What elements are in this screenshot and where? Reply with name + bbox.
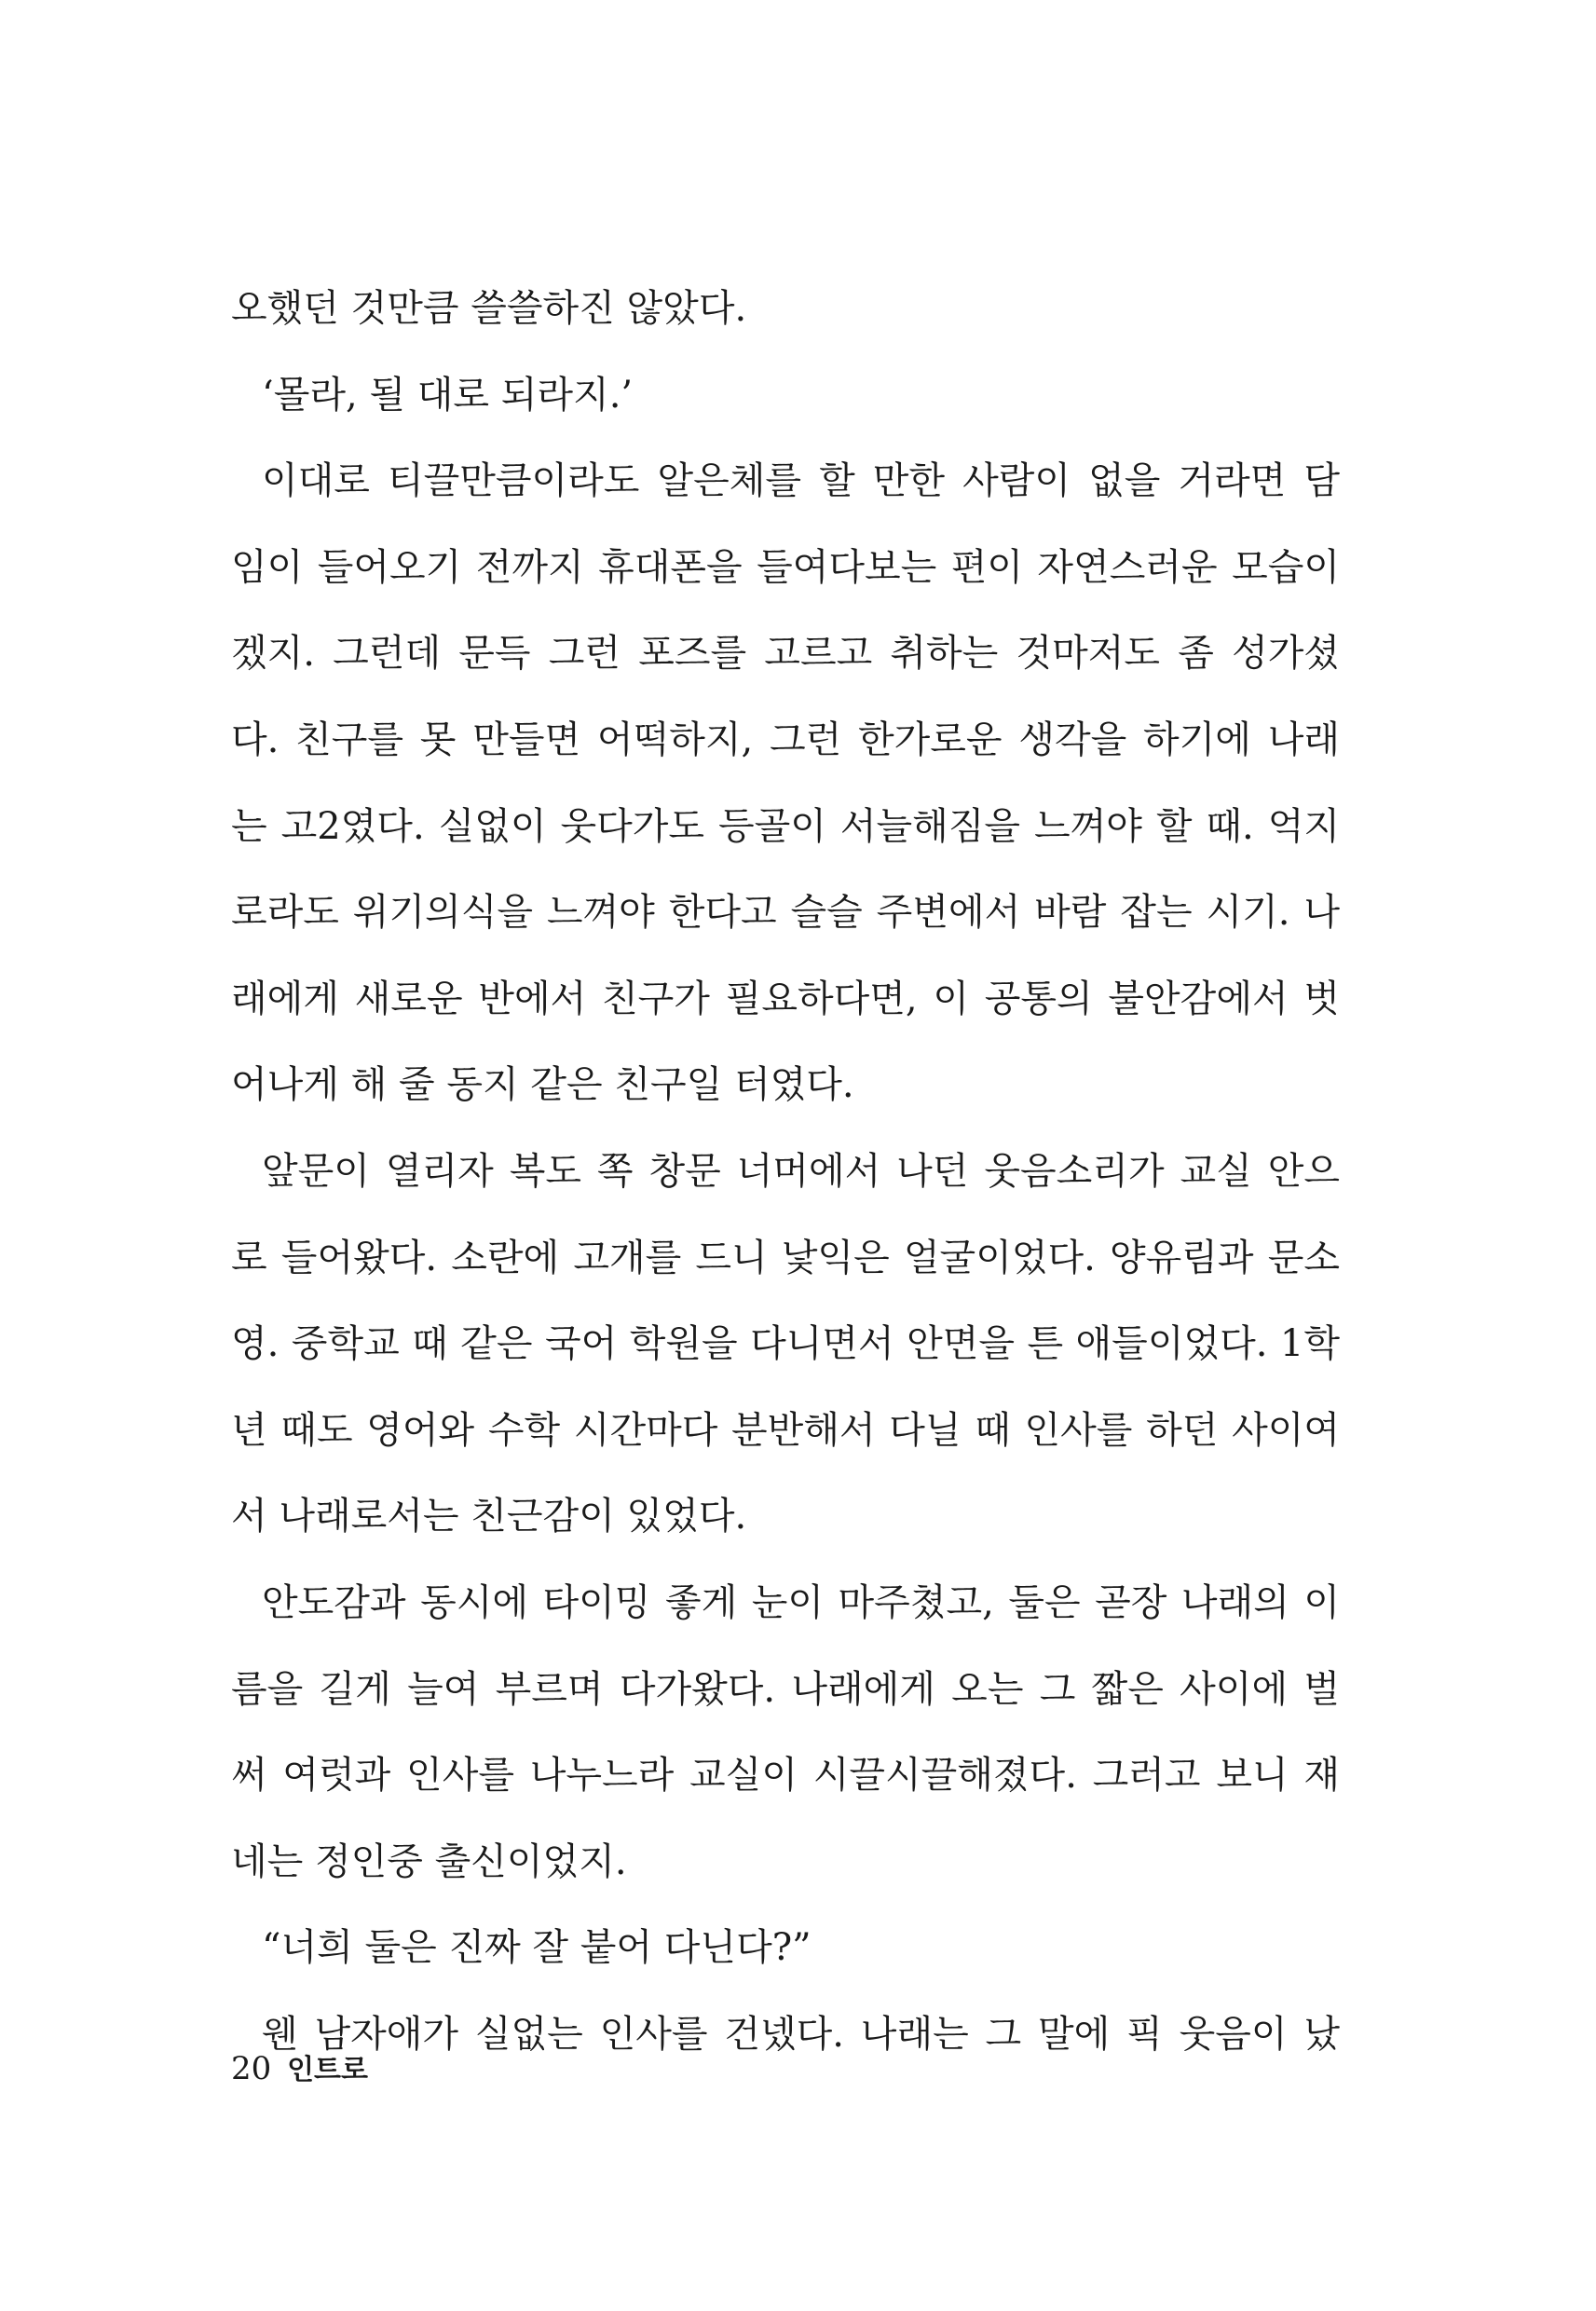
body-text xyxy=(231,266,1340,2077)
text-line: 오했던 것만큼 쓸쓸하진 않았다. xyxy=(231,287,747,330)
text-line: 안도감과 동시에 타이밍 좋게 눈이 마주쳤고, 둘은 곧장 나래의 이 xyxy=(262,1580,1340,1624)
text-line: “너희 둘은 진짜 잘 붙어 다닌다?” xyxy=(262,1926,812,1970)
text-line: 는 고2였다. 실없이 웃다가도 등골이 서늘해짐을 느껴야 할 때. 억지 xyxy=(231,804,1340,848)
text-line: 서 나래로서는 친근감이 있었다. xyxy=(231,1495,747,1538)
text-line: 웬 남자애가 실없는 인사를 건넸다. 나래는 그 말에 픽 웃음이 났 xyxy=(262,2012,1340,2056)
text-line: 이대로 티끌만큼이라도 알은체를 할 만한 사람이 없을 거라면 담 xyxy=(262,459,1340,503)
text-line: 네는 정인중 출신이었지. xyxy=(231,1839,627,1883)
text-line: 어나게 해 줄 동지 같은 친구일 터였다. xyxy=(231,1063,854,1107)
section-title: 인트로 xyxy=(287,2054,369,2086)
page-footer xyxy=(231,2050,368,2089)
text-line: 다. 친구를 못 만들면 어떡하지, 그런 한가로운 생각을 하기에 나래 xyxy=(231,718,1340,761)
text-line: 로 들어왔다. 소란에 고개를 드니 낯익은 얼굴이었다. 양유림과 문소 xyxy=(231,1236,1340,1279)
text-line: 년 때도 영어와 수학 시간마다 분반해서 다닐 때 인사를 하던 사이여 xyxy=(231,1408,1340,1452)
text-line: 써 여럿과 인사를 나누느라 교실이 시끌시끌해졌다. 그러고 보니 쟤 xyxy=(231,1754,1340,1798)
text-line: 로라도 위기의식을 느껴야 한다고 슬슬 주변에서 바람 잡는 시기. 나 xyxy=(231,891,1340,935)
text-line: ‘몰라, 될 대로 되라지.’ xyxy=(262,373,634,417)
text-line: 영. 중학교 때 같은 국어 학원을 다니면서 안면을 튼 애들이었다. 1학 xyxy=(231,1322,1340,1366)
text-line: 임이 들어오기 전까지 휴대폰을 들여다보는 편이 자연스러운 모습이 xyxy=(231,545,1340,589)
text-line: 름을 길게 늘여 부르며 다가왔다. 나래에게 오는 그 짧은 사이에 벌 xyxy=(231,1667,1340,1711)
text-line: 겠지. 그런데 문득 그런 포즈를 고르고 취하는 것마저도 좀 성가셨 xyxy=(231,632,1340,676)
text-line: 앞문이 열리자 복도 쪽 창문 너머에서 나던 웃음소리가 교실 안으 xyxy=(262,1149,1340,1193)
text-line: 래에게 새로운 반에서 친구가 필요하다면, 이 공통의 불안감에서 벗 xyxy=(231,977,1340,1020)
page-number: 20 xyxy=(231,2050,272,2087)
